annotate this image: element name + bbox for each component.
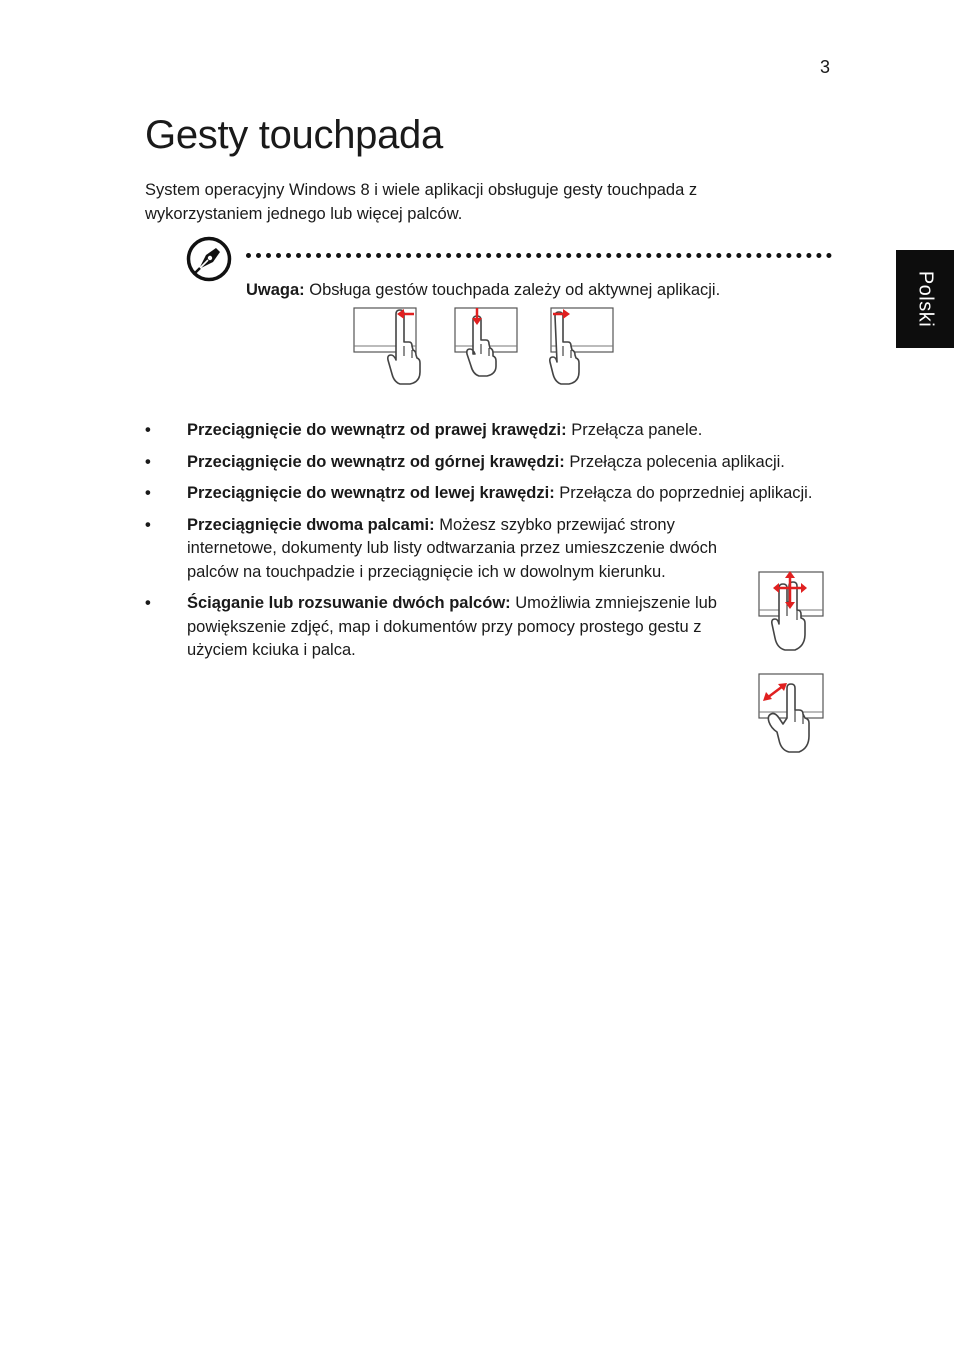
list-item (145, 451, 827, 475)
language-tab (896, 250, 954, 348)
bullet-icon: • (145, 594, 151, 612)
bullet-icon: • (145, 515, 151, 534)
note-body: Obsługa gestów touchpada zależy od aktywnej aplikacji. (304, 281, 721, 299)
bullet-icon: • (145, 452, 151, 471)
gesture-description: Możesz szybko przewijać strony internetowe, dokumenty lub listy odtwarzania przez umieszczenie dwóch palców na touchpadzie i przeciągnięcie ich w dowolnym kierunku. (187, 515, 718, 581)
pinch-zoom-gesture (757, 672, 827, 756)
note-divider (246, 253, 832, 258)
language-tab-label: Polski (914, 270, 937, 328)
swipe-from-right-gesture (352, 306, 434, 386)
gesture-term: Ściąganie lub rozsuwanie dwóch palców: (187, 594, 511, 612)
page-title: Gesty touchpada (145, 113, 443, 157)
list-item (145, 514, 747, 585)
gesture-term: Przeciągnięcie do wewnątrz od górnej krawędzi: (187, 452, 565, 471)
list-item (145, 482, 827, 506)
gesture-term: Przeciągnięcie dwoma palcami: (187, 515, 435, 534)
pen-nib-note-icon (186, 236, 232, 282)
gesture-description: Umożliwia zmniejszenie lub powiększenie zdjęć, map i dokumentów przy pomocy prostego gestu z użyciem kciuka i palca. (187, 594, 717, 659)
list-item (145, 419, 827, 443)
list-item (145, 592, 747, 663)
two-finger-scroll-gesture (757, 570, 827, 654)
gesture-term: Przeciągnięcie do wewnątrz od prawej krawędzi: (187, 421, 567, 439)
gesture-list (145, 419, 845, 671)
bullet-icon: • (145, 421, 151, 439)
gesture-description: Przełącza polecenia aplikacji. (564, 452, 785, 471)
note-label: Uwaga: (246, 281, 305, 299)
page-number: 3 (819, 57, 830, 77)
bullet-icon: • (145, 484, 151, 502)
swipe-from-left-gesture (549, 306, 621, 386)
gesture-description: Przełącza do poprzedniej aplikacji. (554, 484, 813, 502)
note-text (246, 278, 866, 302)
gesture-term: Przeciągnięcie do wewnątrz od lewej krawędzi: (187, 484, 555, 502)
gesture-description: Przełącza panele. (566, 421, 703, 439)
swipe-from-top-gesture (453, 306, 525, 378)
intro-paragraph: System operacyjny Windows 8 i wiele aplikacji obsługuje gesty touchpada z wykorzystaniem jednego lub więcej palców. (145, 181, 698, 223)
